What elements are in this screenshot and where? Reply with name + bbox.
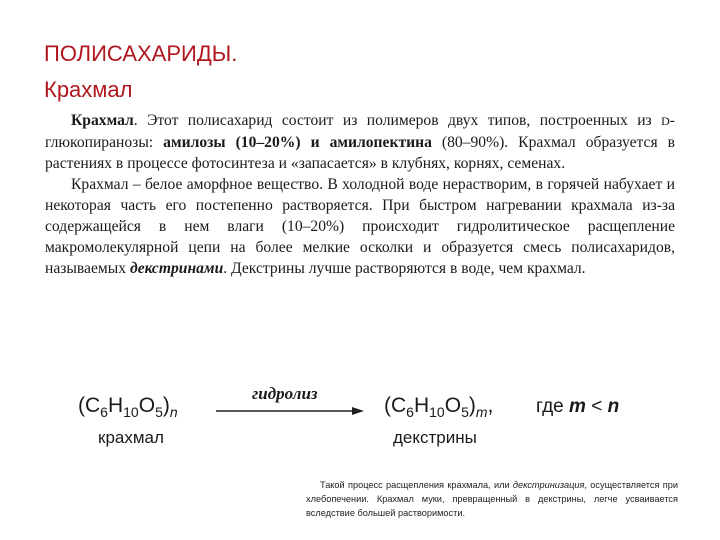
dextrin-label: декстрины: [393, 428, 477, 447]
reaction-condition: [536, 396, 619, 418]
formula-sub: 5: [155, 404, 163, 421]
formula-part: O: [138, 394, 156, 417]
term-dextrins: декстринами: [129, 260, 224, 277]
p2-text-a: Крахмал – белое аморфное вещество. В холодной воде нерастворим, в горячей набухает и некоторая часть его постепенно растворяется. При быстром нагревании крахмала из-за содержащейся в нем влаги (10–20%) происходит гидролитическое расщепление макромолекулярной цепи на более мелкие осколки и образуется смесь полисахаридов, называемых: [45, 176, 675, 277]
dextrin-formula: [384, 394, 493, 420]
p2-text-b: . Декстрины лучше растворяются в воде, чем крахмал.: [223, 260, 586, 277]
condition-lt: <: [591, 396, 603, 417]
body-text: [45, 110, 675, 279]
formula-part: ): [468, 394, 476, 417]
footnote-part: , осуществляется при хлебопечении. Крахмал муки, превращенный в декстрины, легче усваивается вследствие большей растворимости.: [306, 480, 678, 518]
condition-m: m: [569, 396, 586, 417]
slide-title: [44, 36, 237, 108]
title-line-2: Крахмал: [44, 77, 133, 102]
formula-comma: ,: [487, 394, 494, 417]
formula-part: (C: [78, 394, 101, 417]
paragraph-2: [45, 174, 675, 279]
formula-part: ): [162, 394, 170, 417]
term-starch: Крахмал: [71, 112, 134, 129]
formula-index-n: n: [169, 404, 178, 421]
condition-n: n: [607, 396, 620, 417]
starch-formula: [78, 394, 178, 420]
p1-text-a: . Этот полисахарид состоит из полимеров двух типов, построенных из: [133, 112, 662, 129]
formula-index-m: m: [475, 404, 488, 421]
and-word: и: [300, 134, 330, 151]
starch-label: крахмал: [98, 428, 164, 447]
paragraph-1: [45, 110, 675, 174]
formula-part: H: [413, 394, 430, 417]
footnote: [306, 478, 678, 520]
p1-text-c: (80–90%). Крахмал образуется в растениях в процессе фотосинтеза и «запасается» в клубнях, корнях, семенах.: [45, 134, 675, 172]
reaction-scheme: [0, 384, 720, 464]
p1-text-b: -глюкопиранозы:: [45, 112, 675, 151]
formula-sub: 10: [123, 404, 139, 421]
term-amylose: амилозы (10–20%): [163, 134, 301, 151]
footnote-text: [306, 478, 678, 520]
footnote-term: декстринизация: [512, 480, 585, 490]
formula-part: O: [444, 394, 462, 417]
formula-sub: 6: [406, 404, 414, 421]
formula-part: (C: [384, 394, 407, 417]
formula-part: H: [107, 394, 124, 417]
reaction-arrow-icon: [216, 406, 364, 416]
d-letter: D: [661, 114, 670, 128]
condition-word: где: [536, 396, 564, 417]
footnote-part: Такой процесс расщепления крахмала, или: [320, 480, 513, 490]
formula-sub: 5: [461, 404, 469, 421]
title-line-1: ПОЛИСАХАРИДЫ.: [44, 41, 238, 66]
formula-sub: 6: [100, 404, 108, 421]
term-amylopectin: амилопектина: [329, 134, 432, 151]
arrow-label: гидролиз: [252, 384, 318, 403]
formula-sub: 10: [429, 404, 445, 421]
